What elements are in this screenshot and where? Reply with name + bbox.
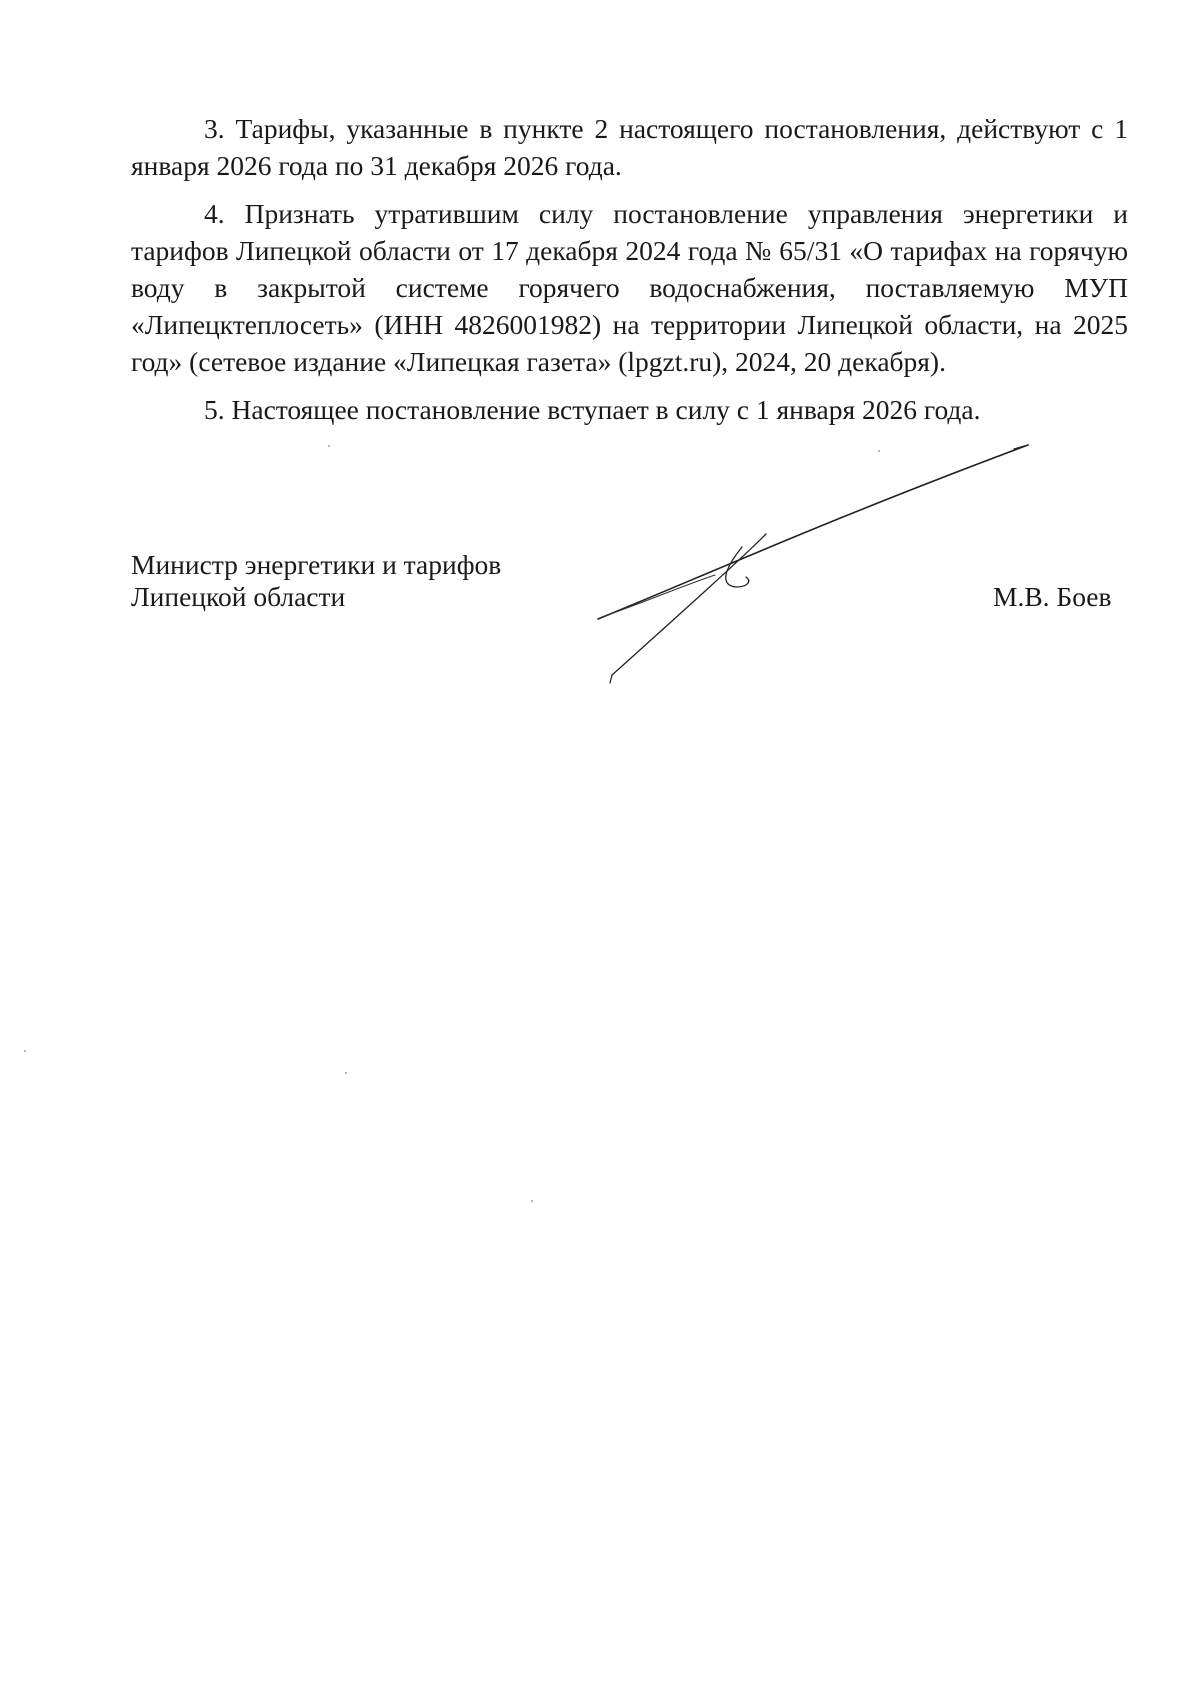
scan-speck <box>24 1050 26 1052</box>
paragraph-4: 4. Признать утратившим силу постановление управления энергетики и тарифов Липецкой области от 17 декабря 2024 года № 65/31 «О тарифах на горячую воду в закрытой системе горячего водоснабжения, поставляемую МУП «Липецктеплосеть» (ИНН 4826001982) на территории Липецкой области, на 2025 год» (сетевое издание «Липецкая газета» (lpgzt.ru), 2024, 20 декабря). <box>131 198 1128 377</box>
paragraph-5: 5. Настоящее постановление вступает в силу с 1 января 2026 года. <box>204 394 981 425</box>
signatory-position <box>131 549 501 613</box>
handwritten-signature <box>590 435 1040 685</box>
document-body <box>131 110 1128 439</box>
paragraph-3: 3. Тарифы, указанные в пункте 2 настоящего постановления, действуют с 1 января 2026 года по 31 декабря 2026 года. <box>131 113 1128 181</box>
scan-speck <box>531 1200 533 1202</box>
signatory-position-line1: Министр энергетики и тарифов <box>131 549 502 580</box>
signatory-name: М.В. Боев <box>993 581 1112 612</box>
signatory-position-line2: Липецкой области <box>131 581 346 612</box>
scan-speck <box>328 445 330 447</box>
scan-speck <box>878 450 880 452</box>
scan-speck <box>345 1072 347 1074</box>
